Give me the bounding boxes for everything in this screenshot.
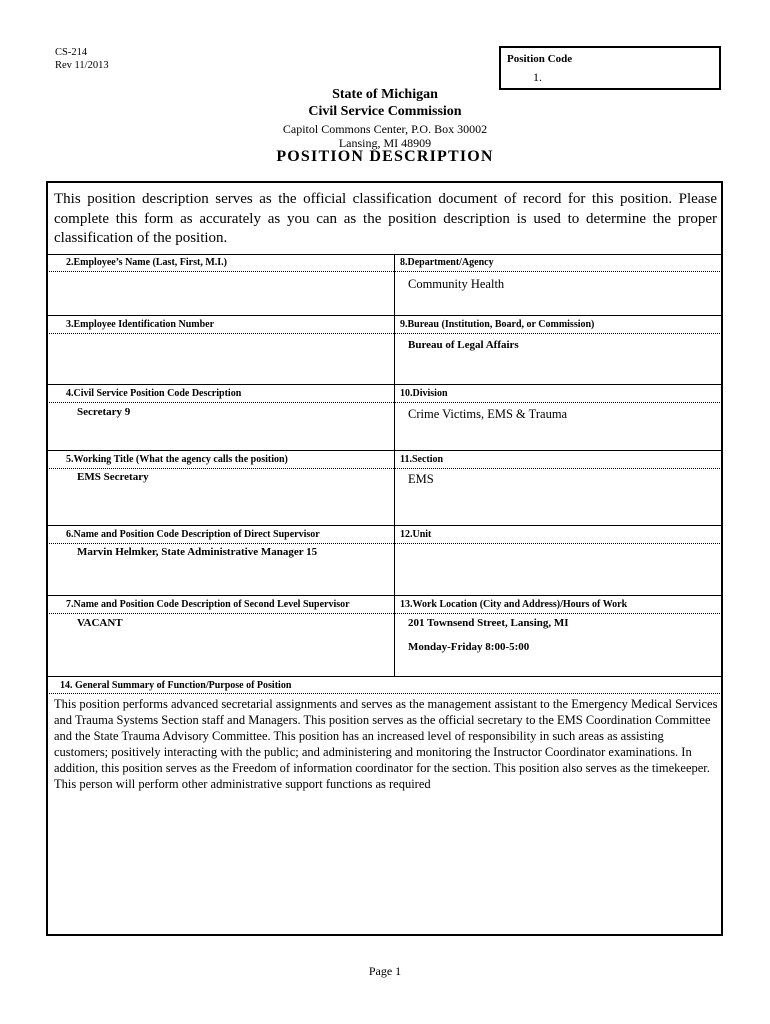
divider (47, 613, 722, 614)
divider (47, 271, 722, 272)
divider (47, 676, 722, 677)
department-field[interactable]: Community Health (408, 277, 505, 291)
header-state: State of Michigan (332, 87, 438, 102)
divider (47, 595, 722, 596)
position-code-label: Position Code (507, 53, 573, 65)
form-number-block (55, 46, 109, 72)
divider (47, 315, 722, 316)
general-summary-field[interactable]: This position performs advanced secretarial assignments and serves as the management assistant to the Emergency Medical Services and Trauma Systems Section staff and Managers. This position serves as the official secretary to the EMS Coordination Committee and the State Trauma Advisory Committee. This position has an increased level of responsibility in such areas as assisting customers; positively interacting with the public; and administering and monitoring the Instructor Coordinator examinations. In addition, this position serves as the Freedom of information coordinator for the section. This position also serves as the timekeeper. This person will perform other administrative support functions as required (54, 697, 718, 791)
position-code-description-field[interactable]: Secretary 9 (77, 406, 131, 418)
position-code-description-label: 4.Civil Service Position Code Description (66, 388, 242, 399)
divider (47, 693, 722, 694)
column-divider (394, 254, 395, 676)
divider (47, 384, 722, 385)
page-title: POSITION DESCRIPTION (276, 148, 494, 165)
working-title-label: 5.Working Title (What the agency calls the position) (66, 454, 288, 465)
bureau-label: 9.Bureau (Institution, Board, or Commission) (400, 319, 595, 330)
divider (47, 254, 722, 255)
divider (47, 402, 722, 403)
header-commission: Civil Service Commission (308, 104, 462, 119)
division-label: 10.Division (400, 388, 448, 399)
header-city: Lansing, MI 48909 (338, 136, 432, 150)
position-code-box[interactable] (499, 46, 721, 90)
divider (47, 543, 722, 544)
unit-label: 12.Unit (400, 529, 432, 540)
page-number: Page 1 (368, 964, 402, 978)
work-location-label: 13.Work Location (City and Address)/Hours of Work (400, 599, 628, 610)
divider (47, 468, 722, 469)
section-field[interactable]: EMS (408, 472, 434, 486)
general-summary-label: 14. General Summary of Function/Purpose of Position (60, 680, 292, 691)
bureau-field[interactable]: Bureau of Legal Affairs (408, 339, 519, 351)
divider (47, 525, 722, 526)
intro-text: This position description serves as the official classification document of record for this position. Please complete this form as accurately as you can as the position description is used to determine the proper classification of the position. (54, 191, 717, 246)
header-address: Capitol Commons Center, P.O. Box 30002 (282, 122, 488, 136)
divider (47, 450, 722, 451)
form-frame (46, 181, 723, 936)
divider (47, 333, 722, 334)
direct-supervisor-label: 6.Name and Position Code Description of Direct Supervisor (66, 529, 320, 540)
work-location-address[interactable]: 201 Townsend Street, Lansing, MI (408, 617, 569, 629)
working-title-field[interactable]: EMS Secretary (77, 471, 149, 483)
position-code-value: 1. (533, 70, 542, 84)
section-label: 11.Section (400, 454, 444, 465)
form-revision: Rev 11/2013 (55, 60, 109, 71)
form-number: CS-214 (55, 47, 88, 58)
department-label: 8.Department/Agency (400, 257, 494, 268)
employee-id-label: 3.Employee Identification Number (66, 319, 215, 330)
second-level-supervisor-label: 7.Name and Position Code Description of Second Level Supervisor (66, 599, 350, 610)
direct-supervisor-field[interactable]: Marvin Helmker, State Administrative Manager 15 (77, 546, 318, 558)
work-hours[interactable]: Monday-Friday 8:00-5:00 (408, 641, 530, 653)
division-field[interactable]: Crime Victims, EMS & Trauma (408, 407, 568, 421)
employee-name-label: 2.Employee’s Name (Last, First, M.I.) (66, 257, 227, 268)
second-level-supervisor-field[interactable]: VACANT (77, 617, 123, 629)
